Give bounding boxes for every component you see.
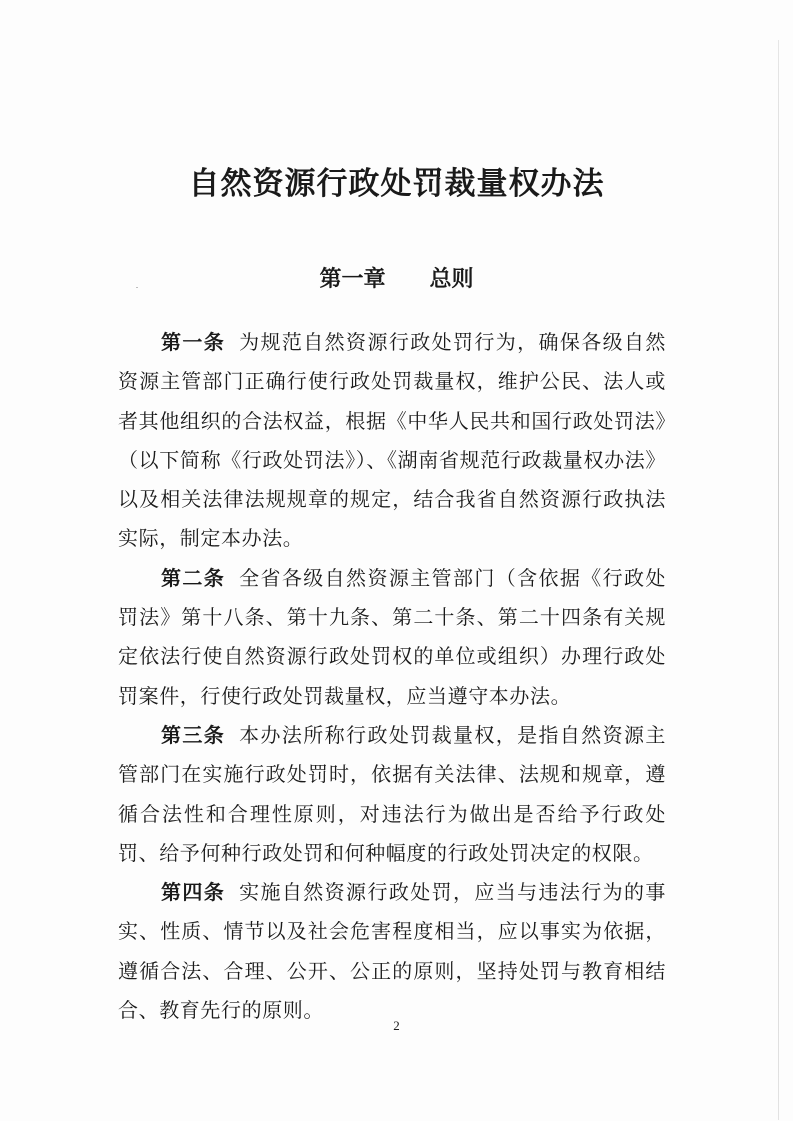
article-number: 第一条 — [161, 330, 226, 354]
article-text: 本办法所称行政处罚裁量权，是指自然资源主管部门在实施行政处罚时，依据有关法律、法规和规章，遵循合法性和合理性原则，对违法行为做出是否给予行政处罚、给予何种行政处罚和何种幅度的行政处罚决定的权限。 — [118, 722, 666, 865]
chapter-heading — [0, 264, 793, 296]
article-number: 第二条 — [161, 565, 226, 590]
article-text: 全省各级自然资源主管部门（含依据《行政处罚法》第十八条、第十九条、第二十条、第二十四条有关规定依法行使自然资源行政处罚权的单位或组织）办理行政处罚案件，行使行政处罚裁量权，应当遵守本办法。 — [118, 565, 666, 708]
document-body — [118, 323, 666, 1030]
chapter-number: 第一章 — [319, 267, 386, 292]
article-2 — [118, 559, 666, 716]
article-4 — [118, 873, 666, 1030]
page-number: 2 — [393, 1018, 400, 1033]
article-1 — [118, 323, 666, 559]
article-number: 第四条 — [161, 880, 226, 905]
chapter-name: 总则 — [429, 267, 474, 292]
article-3 — [118, 716, 666, 873]
document-title: 自然资源行政处罚裁量权办法 — [188, 166, 605, 202]
article-number: 第三条 — [161, 722, 226, 747]
article-text: 为规范自然资源行政处罚行为，确保各级自然资源主管部门正确行使行政处罚裁量权，维护公民、法人或者其他组织的合法权益，根据《中华人民共和国行政处罚法》（以下简称《行政处罚法》）、《湖南省规范行政裁量权办法》以及相关法律法规规章的规定，结合我省自然资源行政执法实际，制定本办法。 — [118, 330, 666, 551]
article-text: 实施自然资源行政处罚，应当与违法行为的事实、性质、情节以及社会危害程度相当，应以事实为依据，遵循合法、合理、公开、公正的原则，坚持处罚与教育相结合、教育先行的原则。 — [118, 880, 666, 1023]
